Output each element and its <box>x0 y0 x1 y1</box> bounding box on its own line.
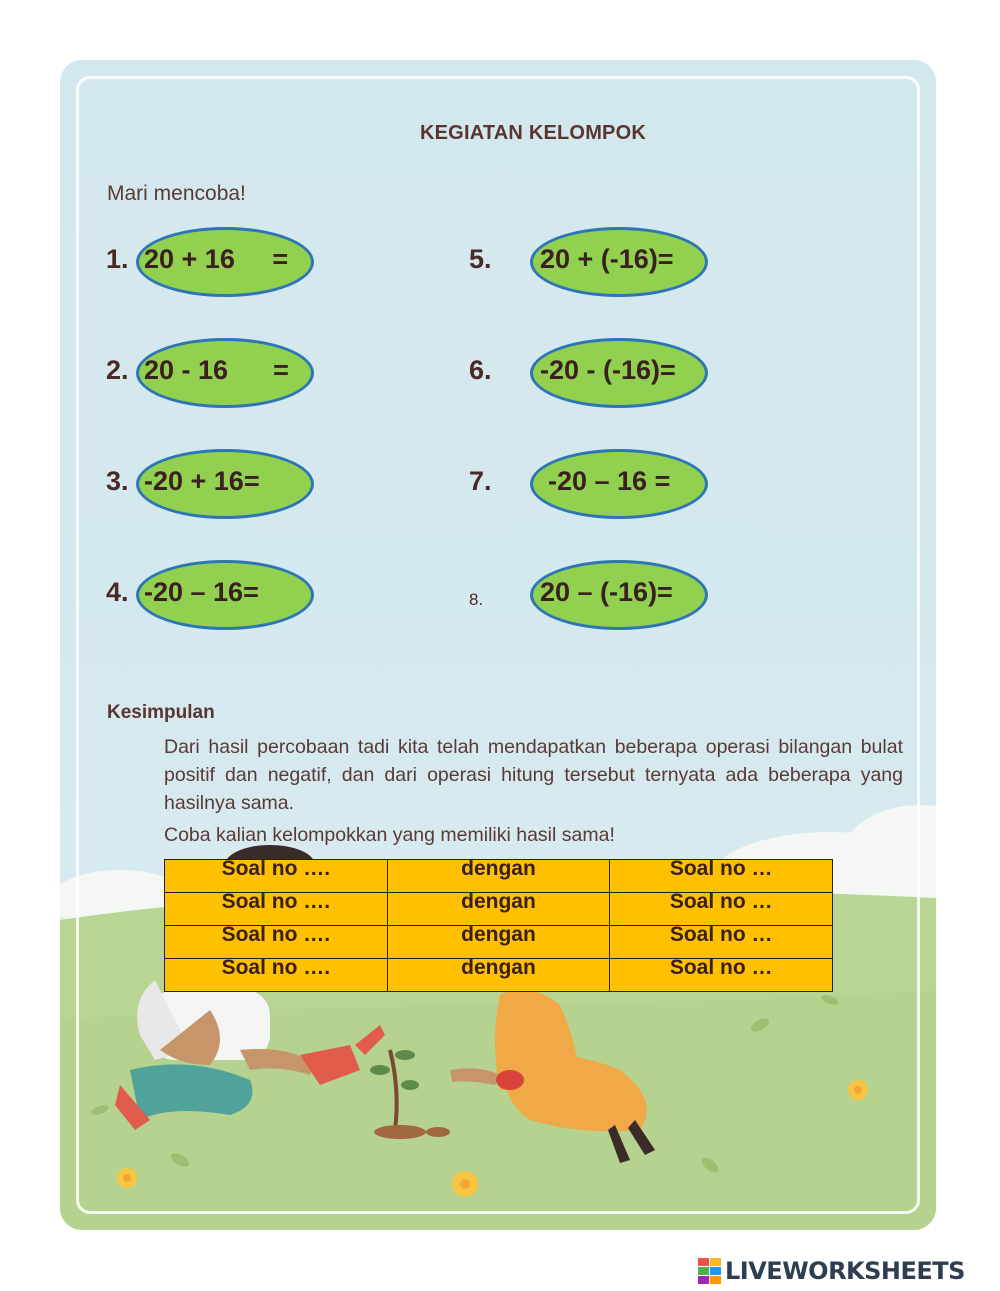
problem-number-2: 2. <box>106 355 129 385</box>
problem-number-7: 7. <box>469 466 492 496</box>
problem-number-1: 1. <box>106 244 129 274</box>
liveworksheets-logo-icon <box>698 1258 722 1284</box>
problem-number-4: 4. <box>106 577 129 607</box>
problem-expression-7: -20 – 16 = <box>548 466 671 496</box>
table-cell: dengan <box>387 860 610 893</box>
instruction-text: Coba kalian kelompokkan yang memiliki hasil sama! <box>164 824 615 846</box>
table-cell: dengan <box>387 926 610 959</box>
intro-text: Mari mencoba! <box>107 182 246 205</box>
problem-number-3: 3. <box>106 466 129 496</box>
table-cell[interactable]: Soal no … <box>610 860 833 893</box>
problem-expression-5: 20 + (-16)= <box>540 244 674 274</box>
problem-expression-2: 20 - 16 = <box>144 355 289 385</box>
problem-expression-8: 20 – (-16)= <box>540 577 673 607</box>
problem-number-6: 6. <box>469 355 492 385</box>
table-cell[interactable]: Soal no … <box>610 926 833 959</box>
table-cell[interactable]: Soal no … <box>610 959 833 992</box>
table-cell[interactable]: Soal no … <box>610 893 833 926</box>
table-cell[interactable]: Soal no …. <box>165 959 388 992</box>
table-row <box>165 959 833 992</box>
table-cell[interactable]: Soal no …. <box>165 893 388 926</box>
answer-table <box>164 859 833 992</box>
problem-number-5: 5. <box>469 244 492 274</box>
table-cell[interactable]: Soal no …. <box>165 860 388 893</box>
table-cell: dengan <box>387 959 610 992</box>
worksheet-card <box>60 60 936 1230</box>
problem-expression-1: 20 + 16 = <box>144 244 289 274</box>
table-row <box>165 860 833 893</box>
liveworksheets-logo[interactable] <box>698 1255 965 1287</box>
liveworksheets-brand-text: LIVEWORKSHEETS <box>725 1257 965 1285</box>
conclusion-paragraph: Dari hasil percobaan tadi kita telah mendapatkan beberapa operasi bilangan bulat positif dan negatif, dan dari operasi hitung tersebut ternyata ada beberapa yang hasilnya sama. <box>164 736 903 814</box>
conclusion-heading: Kesimpulan <box>107 702 215 723</box>
problem-expression-6: -20 - (-16)= <box>540 355 676 385</box>
table-row <box>165 893 833 926</box>
page-title: KEGIATAN KELOMPOK <box>420 122 646 144</box>
problem-expression-3: -20 + 16= <box>144 466 260 496</box>
problem-number-8: 8. <box>469 590 484 609</box>
table-row <box>165 926 833 959</box>
table-cell[interactable]: Soal no …. <box>165 926 388 959</box>
table-cell: dengan <box>387 893 610 926</box>
problem-expression-4: -20 – 16= <box>144 577 259 607</box>
